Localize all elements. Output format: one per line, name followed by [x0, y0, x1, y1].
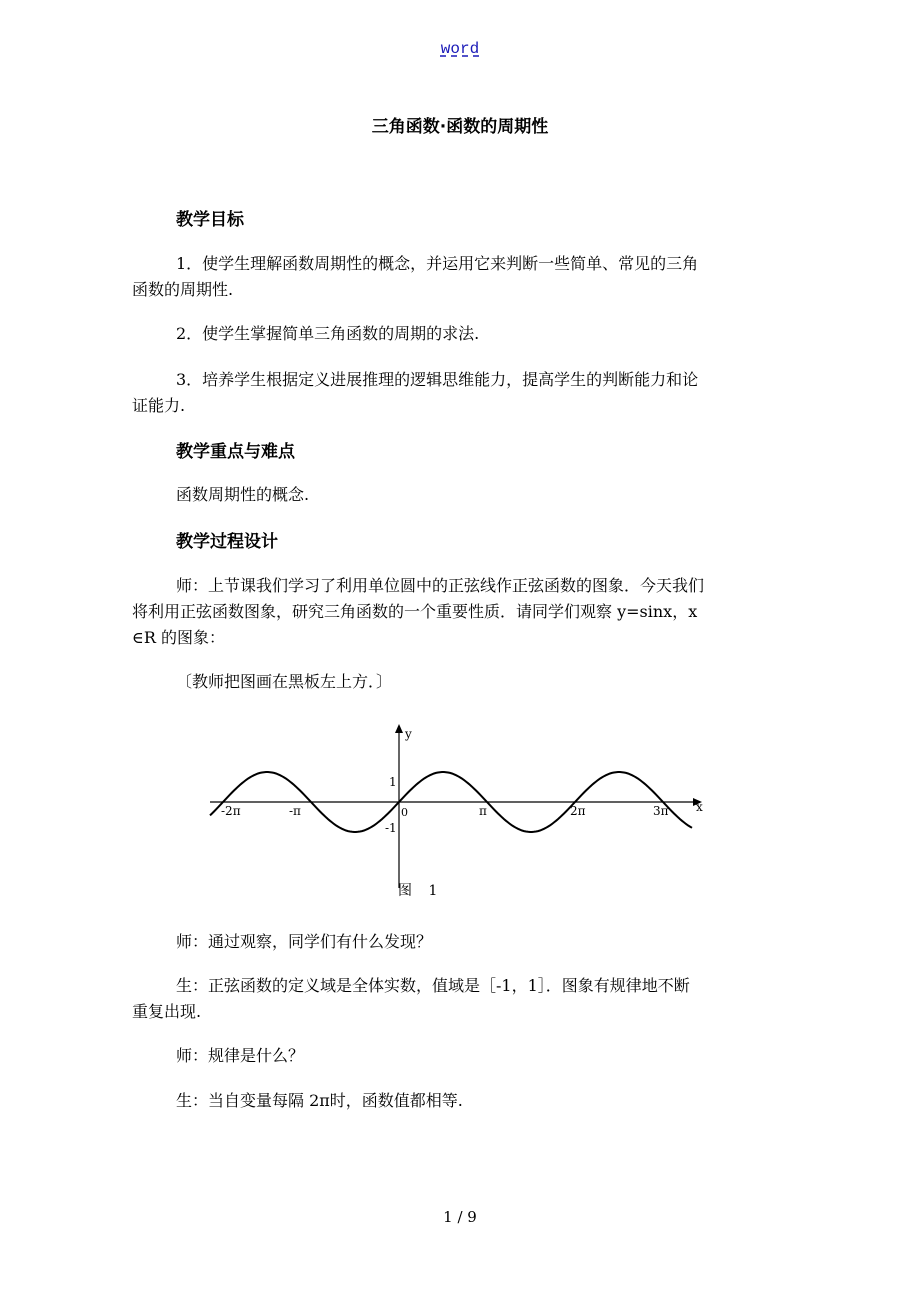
teacher-line-1: 师：上节课我们学习了利用单位圆中的正弦线作正弦函数的图象．今天我们 [176, 576, 705, 595]
y-axis-arrow [395, 724, 403, 733]
goal-3-line-1: 3．培养学生根据定义进展推理的逻辑思维能力，提高学生的判断能力和论 [176, 370, 699, 389]
tick-label-origin: 0 [401, 806, 408, 819]
x-axis-label: x [696, 800, 703, 814]
tick-label-neg2pi: -2π [221, 804, 241, 818]
figure-caption: 图 1 [398, 883, 444, 899]
tick-label-pi: π [479, 804, 487, 818]
word-link[interactable]: word [440, 40, 480, 58]
goals-heading: 教学目标 [176, 210, 244, 230]
page-number: 1 / 9 [443, 1208, 477, 1226]
sine-graph [205, 718, 715, 900]
student-answer-2: 生：当自变量每隔 2π时，函数值都相等. [176, 1091, 463, 1110]
tick-label-neg-one: -1 [385, 821, 397, 835]
student-answer-1-line-2: 重复出现. [132, 1002, 202, 1021]
key-points-text: 函数周期性的概念. [176, 485, 310, 504]
key-points-heading: 教学重点与难点 [176, 442, 295, 462]
tick-label-negpi: -π [289, 804, 301, 818]
teacher-question-1: 师：通过观察，同学们有什么发现？ [176, 932, 433, 951]
goal-3-line-2: 证能力. [132, 396, 186, 415]
goal-2: 2．使学生掌握简单三角函数的周期的求法. [176, 324, 480, 343]
goal-1-line-1: 1．使学生理解函数周期性的概念，并运用它来判断一些简单、常见的三角 [176, 254, 699, 273]
y-axis-label: y [405, 727, 412, 741]
goal-1-line-2: 函数的周期性. [132, 280, 234, 299]
student-answer-1-line-1: 生：正弦函数的定义域是全体实数，值域是［-1，1］．图象有规律地不断 [176, 976, 690, 995]
teacher-line-3: ∈R 的图象： [132, 628, 225, 647]
header-word-link[interactable] [0, 40, 920, 58]
teacher-line-2: 将利用正弦函数图象，研究三角函数的一个重要性质．请同学们观察 y=sinx，x [132, 602, 698, 621]
sine-graph-figure [205, 718, 715, 900]
teacher-question-2: 师：规律是什么？ [176, 1046, 305, 1065]
process-heading: 教学过程设计 [176, 532, 278, 552]
tick-label-one: 1 [389, 775, 397, 789]
page-title: 三角函数·函数的周期性 [371, 117, 549, 137]
board-note: 〔教师把图画在黑板左上方．〕 [176, 672, 393, 691]
tick-label-twopi: 2π [570, 804, 586, 818]
tick-label-threepi: 3π [653, 804, 669, 818]
